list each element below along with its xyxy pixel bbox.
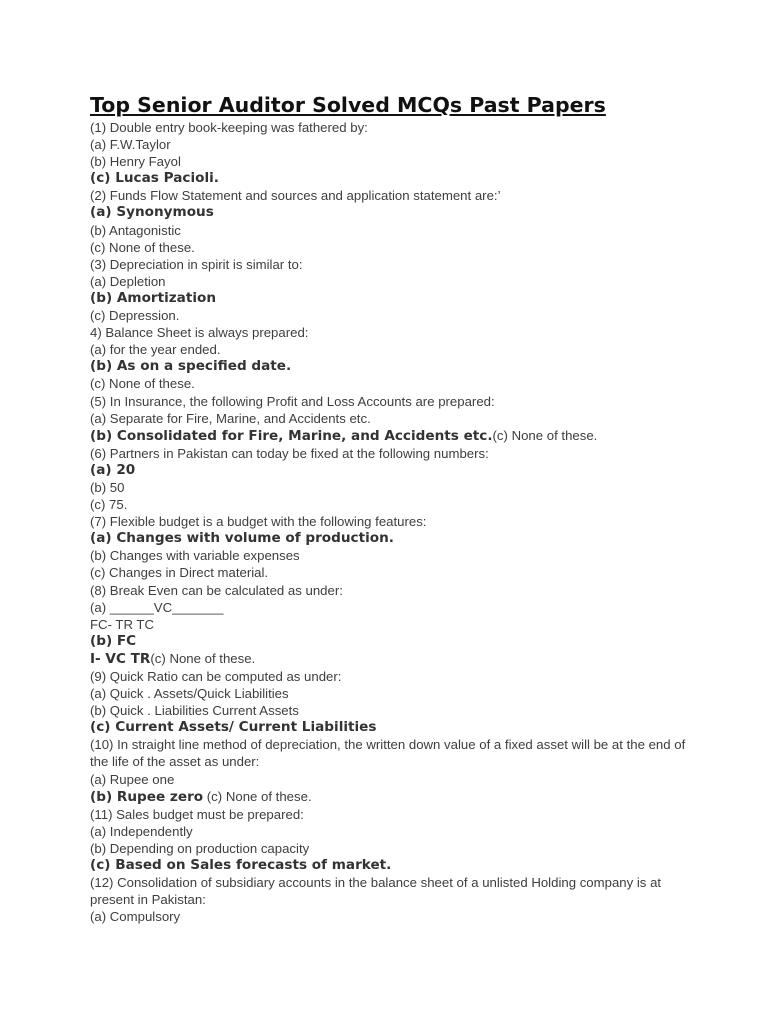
line-text: (a) Depletion [90,273,166,289]
answer-line [90,530,690,547]
line-text: (b) Quick . Liabilities Current Assets [90,703,299,719]
line-text: (a) Synonymous [90,204,214,221]
text-line [90,187,690,204]
line-text: FC- TR TC [90,616,154,632]
line-text: (12) Consolidation of subsidiary accounts in the balance sheet of a unlisted Holding company is at present in Pakistan: [90,875,662,908]
line-text: (a) Separate for Fire, Marine, and Accidents etc. [90,410,371,426]
document-title: Top Senior Auditor Solved MCQs Past Papers [90,93,606,117]
line-text: (c) Lucas Pacioli. [90,170,219,187]
text-line [90,445,690,462]
text-line [90,479,690,496]
line-text: (a) ______VC_______ [90,599,224,615]
text-line [90,771,690,788]
text-line [90,840,690,857]
answer-line [90,204,690,221]
line-text: (b) Antagonistic [90,222,181,238]
line-text: (7) Flexible budget is a budget with the following features: [90,514,427,530]
text-line [90,668,690,685]
line-text: (a) Changes with volume of production. [90,530,394,547]
text-line [90,599,690,616]
mcq-list [90,119,690,925]
line-text: (11) Sales budget must be prepared: [90,806,304,822]
text-line [90,153,690,170]
answer-line [90,290,690,307]
line-tail-text: (c) None of these. [492,427,598,443]
line-text: (6) Partners in Pakistan can today be fixed at the following numbers: [90,445,489,461]
line-text: (a) Independently [90,823,193,839]
text-line [90,273,690,290]
answer-line [90,462,690,479]
document-page [90,91,690,925]
line-text: (b) 50 [90,479,125,495]
text-line [90,736,690,770]
answer-line [90,427,690,445]
line-text: (2) Funds Flow Statement and sources and application statement are:’ [90,188,501,204]
line-text: (1) Double entry book-keeping was fathered by: [90,120,368,135]
text-line [90,806,690,823]
line-text: (b) Depending on production capacity [90,840,310,856]
text-line [90,393,690,410]
text-line [90,119,690,136]
answer-line [90,358,690,375]
text-line [90,496,690,513]
text-line [90,239,690,256]
line-text: (a) Quick . Assets/Quick Liabilities [90,686,289,702]
text-line [90,616,690,633]
answer-line [90,857,690,874]
line-text: (5) In Insurance, the following Profit and Loss Accounts are prepared: [90,393,495,409]
line-text: (c) Current Assets/ Current Liabilities [90,719,377,736]
line-text: (9) Quick Ratio can be computed as under: [90,669,342,684]
line-text: 4) Balance Sheet is always prepared: [90,325,309,341]
text-line [90,513,690,530]
text-line [90,307,690,324]
line-text: (3) Depreciation in spirit is similar to: [90,256,303,272]
line-text: (b) Rupee zero [90,788,204,805]
text-line [90,410,690,427]
answer-line [90,650,690,668]
line-text: (b) Consolidated for Fire, Marine, and Accidents etc. [90,427,493,444]
line-text: (10) In straight line method of depreciation, the written down value of a fixed asset will be at the end of the life of the asset as under: [90,737,686,770]
line-text: I- VC TR [90,650,151,667]
answer-line [90,719,690,736]
text-line [90,547,690,564]
text-line [90,222,690,239]
text-line [90,256,690,273]
answer-line [90,788,690,806]
text-line [90,823,690,840]
line-text: (b) FC [90,632,137,649]
line-text: (c) 75. [90,497,128,513]
text-line [90,136,690,153]
line-text: (a) 20 [90,461,136,478]
line-text: (b) Changes with variable expenses [90,548,300,564]
text-line [90,564,690,581]
line-text: (c) Changes in Direct material. [90,565,269,581]
text-line [90,341,690,358]
text-line [90,685,690,702]
line-text: (a) F.W.Taylor [90,137,171,153]
text-line [90,908,690,925]
line-text: (a) Rupee one [90,771,175,787]
line-text: (c) None of these. [90,239,195,255]
text-line [90,874,690,908]
line-tail-text: (c) None of these. [203,788,312,804]
line-text: (c) None of these. [90,376,195,392]
line-tail-text: (c) None of these. [150,650,256,666]
text-line [90,702,690,719]
answer-line [90,170,690,187]
line-text: (b) Amortization [90,289,217,306]
line-text: (a) Compulsory [90,909,181,925]
line-text: (8) Break Even can be calculated as under: [90,582,343,598]
line-text: (b) Henry Fayol [90,154,181,170]
line-text: (c) Depression. [90,308,180,324]
answer-line [90,633,690,650]
line-text: (a) for the year ended. [90,342,221,358]
text-line [90,582,690,599]
text-line [90,375,690,392]
line-text: (c) Based on Sales forecasts of market. [90,857,392,874]
text-line [90,324,690,341]
line-text: (b) As on a specified date. [90,358,292,375]
